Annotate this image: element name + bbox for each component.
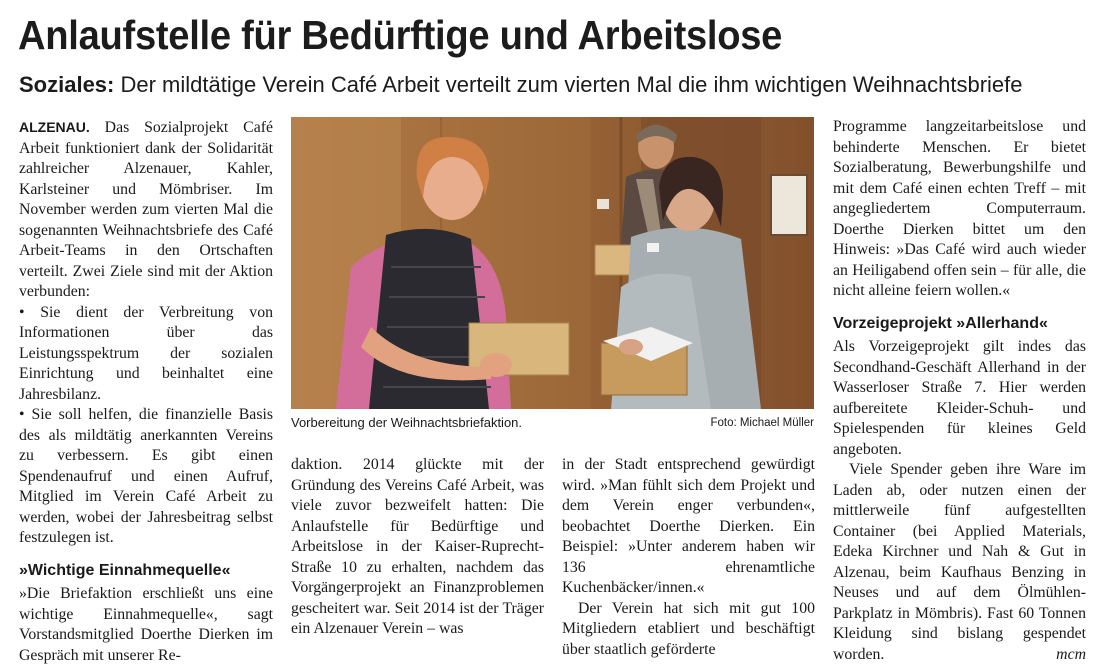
- headline: Anlaufstelle für Bedürftige und Arbeitslose: [18, 12, 783, 58]
- kicker: Soziales:: [19, 72, 115, 97]
- column-3: [562, 455, 815, 660]
- photo-credit: Foto: Michael Müller: [710, 417, 814, 429]
- paragraph-quote-start: »Die Briefaktion erschließt uns eine wichtige Einnahmequelle«, sagt Vorstandsmitglied Doerthe Dierken im Gespräch mit unserer Re-: [19, 585, 273, 664]
- column-2: [291, 455, 544, 640]
- bullet-1: • Sie dient der Verbreitung von Informationen über das Leistungsspektrum der sozialen Einrichtung und beinhaltet eine Jahresbilanz.: [19, 303, 273, 403]
- bullet-2: • Sie soll helfen, die finanzielle Basis des als mildtätig anerkannten Vereins zu verbessern. Es gibt einen Spendenaufruf und einen Aufruf, Mitglied im Verein Café Arbeit zu werden, wobei der Jahresbeitrag selbst festzulegen ist.: [19, 406, 273, 546]
- subheadline: [19, 72, 1023, 98]
- column-1: [19, 117, 273, 666]
- paragraph-redaktion: daktion. 2014 glückte mit der Gründung des Vereins Café Arbeit, was viele zuvor bezweifelt hatten: Die Anlaufstelle für Bedürftige und Arbeitslose in der Kaiser-Ruprecht-Straße 10 zu erhalten, nachdem das Vorgängerprojekt an Finanzproblemen gescheitert war. Seit 2014 ist der Träger ein Alzenauer Verein – was: [291, 456, 544, 637]
- subheadline-text: Der mildtätige Verein Café Arbeit verteilt zum vierten Mal die ihm wichtigen Weihnachtsbriefe: [120, 72, 1023, 97]
- paragraph-verein: Der Verein hat sich mit gut 100 Mitgliedern etabliert und beschäftigt über staatlich geförderte: [562, 599, 815, 658]
- article-photo: [291, 117, 814, 409]
- dateline: ALZENAU.: [19, 119, 90, 135]
- subhead-einnahmequelle: »Wichtige Einnahmequelle«: [19, 561, 231, 579]
- author-signature: mcm: [1056, 645, 1086, 663]
- paragraph-intro: Das Sozialprojekt Café Arbeit funktioniert dank der Solidarität zahlreicher Alzenauer, Kahler, Karlsteiner und Mömbriser. Im November werden zum vierten Mal die sogenannten Weihnachtsbriefe des Café Arbeit-Teams in den Ortschaften verteilt. Zwei Ziele sind mit der Aktion verbunden:: [19, 119, 274, 300]
- paragraph-allerhand: Als Vorzeigeprojekt gilt indes das Secondhand-Geschäft Allerhand in der Wasserloser Straße 7. Hier werden aufbereitete Kleider-Schuh- und Spielespenden für kleines Geld angeboten.: [833, 338, 1086, 458]
- paragraph-stadt: in der Stadt entsprechend gewürdigt wird. »Man fühlt sich dem Projekt und dem Verein enger verbunden«, beobachtet Doerthe Dierken. Ein Beispiel: »Unter anderem haben wir 136 ehrenamtliche Kuchenbäcker/innen.«: [562, 456, 815, 596]
- paragraph-spender: [833, 460, 1086, 665]
- photo-illustration: [291, 117, 814, 409]
- paragraph-programme: Programme langzeitarbeitslose und behinderte Menschen. Er bietet Sozialberatung, Bewerbungshilfe und mit dem Café einen echten Treff – mit angegliedertem Computerraum. Doerthe Dierken bittet um den Hinweis: »Das Café wird auch wieder an Heiligabend offen sein – für alle, die nicht alleine feiern wollen.«: [833, 118, 1086, 299]
- photo-caption: Vorbereitung der Weihnachtsbriefaktion.: [291, 415, 523, 430]
- paragraph-spender-text: Viele Spender geben ihre Ware im Laden ab, oder nutzen einen der mittlerweile fünf aufgestellten Container (bei Applied Materials, Edeka Kirchner und Nah & Gut in Alzenau, beim Kaufhaus Benzing in Neuses und auf dem Ölmühlen-Parkplatz in Mömbris). Fast 60 Tonnen Kleidung sind bislang gespendet worden.: [833, 461, 1086, 663]
- subhead-allerhand: Vorzeigeprojekt »Allerhand«: [833, 314, 1048, 332]
- column-4: [833, 117, 1086, 665]
